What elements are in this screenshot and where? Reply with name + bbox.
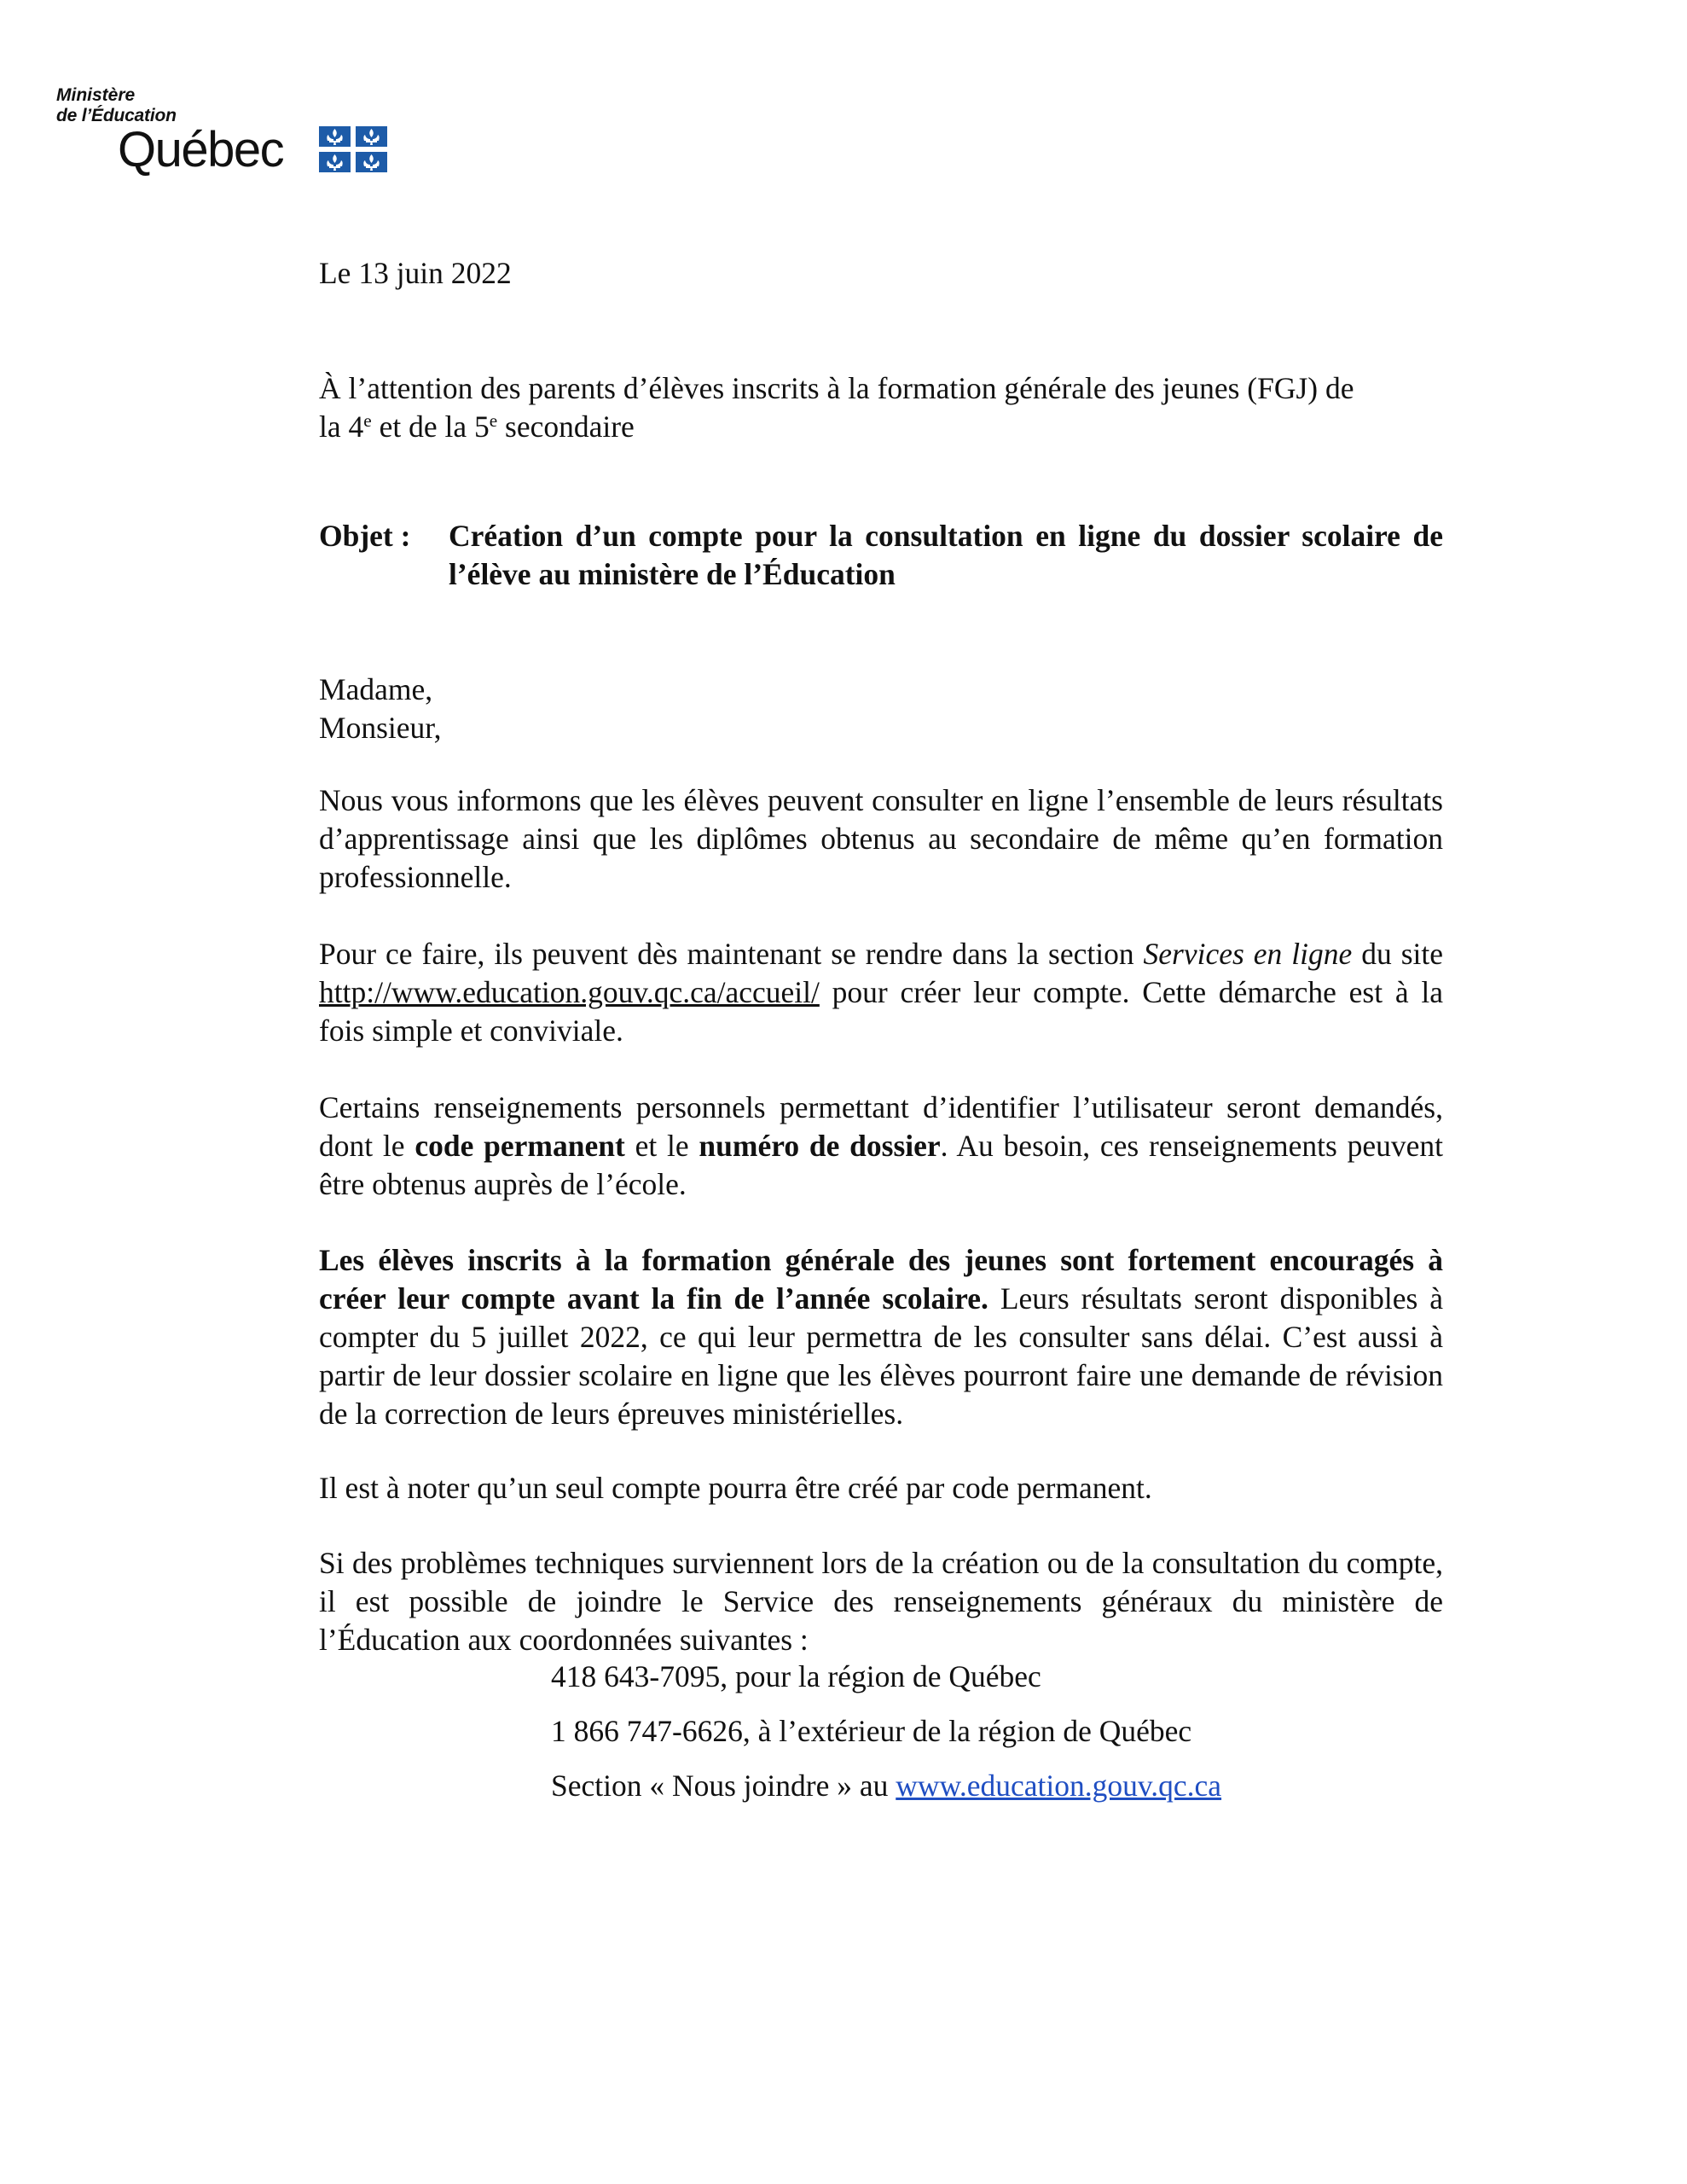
recipients-line2 xyxy=(319,408,1443,446)
education-accueil-link[interactable]: http://www.education.gouv.qc.ca/accueil/ xyxy=(319,975,820,1009)
contact-website-text: Section « Nous joindre » au xyxy=(551,1769,896,1803)
ministry-logo xyxy=(56,85,389,179)
paragraph-text: Leurs résultats seront disponibles à compter du 5 juillet 2022, ce qui leur permettra de les consulter sans délai. C’est aussi à partir de leur dossier scolaire en ligne que les élèves pourront faire une demande de révision de la correction de leurs épreuves ministérielles. xyxy=(319,1281,1443,1431)
code-permanent-emphasis: code permanent xyxy=(415,1129,625,1163)
ordinal-superscript: e xyxy=(489,410,498,432)
paragraph-text: et le xyxy=(624,1129,699,1163)
paragraph-personal-info xyxy=(319,1089,1443,1204)
logo-ministry-line1: Ministère xyxy=(56,85,136,105)
salutation-line2: Monsieur, xyxy=(319,711,442,745)
recipients-line1: À l’attention des parents d’élèves inscrits à la formation générale des jeunes (FGJ) de xyxy=(319,371,1354,405)
letter-recipients xyxy=(319,369,1443,446)
recipients-text: la 4 xyxy=(319,410,364,444)
paragraph-text: Certains renseignements personnels permettant d’identifier l’utilisateur seront demandés, dont le xyxy=(319,1090,1443,1163)
paragraph-text: pour créer leur compte. Cette démarche est à la fois simple et conviviale. xyxy=(319,975,1443,1048)
ordinal-superscript: e xyxy=(363,410,372,432)
logo-ministry-name xyxy=(56,85,177,126)
subject-label: Objet : xyxy=(319,519,411,553)
paragraph-text: Pour ce faire, ils peuvent dès maintenant se rendre dans la section xyxy=(319,937,1144,971)
encouragement-emphasis: Les élèves inscrits à la formation générale des jeunes sont fortement encouragés à créer leur compte avant la fin de l’année scolaire. xyxy=(319,1243,1443,1316)
numero-dossier-emphasis: numéro de dossier xyxy=(699,1129,941,1163)
salutation-line1: Madame, xyxy=(319,672,433,706)
paragraph-technical-help: Si des problèmes techniques surviennent lors de la création ou de la consultation du compte, il est possible de joindre le Service des renseignements généraux du ministère de l’Éducation aux coordonnées suivantes : xyxy=(319,1546,1443,1657)
paragraph-results-online: Nous vous informons que les élèves peuvent consulter en ligne l’ensemble de leurs résultats d’apprentissage ainsi que les diplômes obtenus au secondaire de même qu’en formation professionnelle. xyxy=(319,783,1443,894)
letter-salutation xyxy=(319,671,1443,747)
paragraph-create-account xyxy=(319,935,1443,1050)
letter-date: Le 13 juin 2022 xyxy=(319,256,512,290)
recipients-text: et de la 5 xyxy=(371,410,490,444)
logo-ministry-line2: de l’Éducation xyxy=(56,106,177,125)
contact-phone-tollfree: 1 866 747-6626, à l’extérieur de la région de Québec xyxy=(551,1714,1192,1748)
contact-phone-quebec: 418 643-7095, pour la région de Québec xyxy=(551,1659,1041,1693)
subject-text: Création d’un compte pour la consultation en ligne du dossier scolaire de l’élève au ministère de l’Éducation xyxy=(449,519,1443,591)
logo-quebec-wordmark: Québec xyxy=(118,122,284,177)
services-en-ligne-emphasis: Services en ligne xyxy=(1143,937,1353,971)
paragraph-text: . Au besoin, ces renseignements peuvent être obtenus auprès de l’école. xyxy=(319,1129,1444,1201)
quebec-flag-icon xyxy=(319,126,387,172)
paragraph-one-account: Il est à noter qu’un seul compte pourra être créé par code permanent. xyxy=(319,1471,1152,1505)
contact-website xyxy=(551,1767,1404,1805)
paragraph-encouragement xyxy=(319,1241,1443,1433)
paragraph-text: du site xyxy=(1352,937,1443,971)
education-website-link[interactable]: www.education.gouv.qc.ca xyxy=(896,1769,1222,1803)
recipients-text: secondaire xyxy=(497,410,635,444)
